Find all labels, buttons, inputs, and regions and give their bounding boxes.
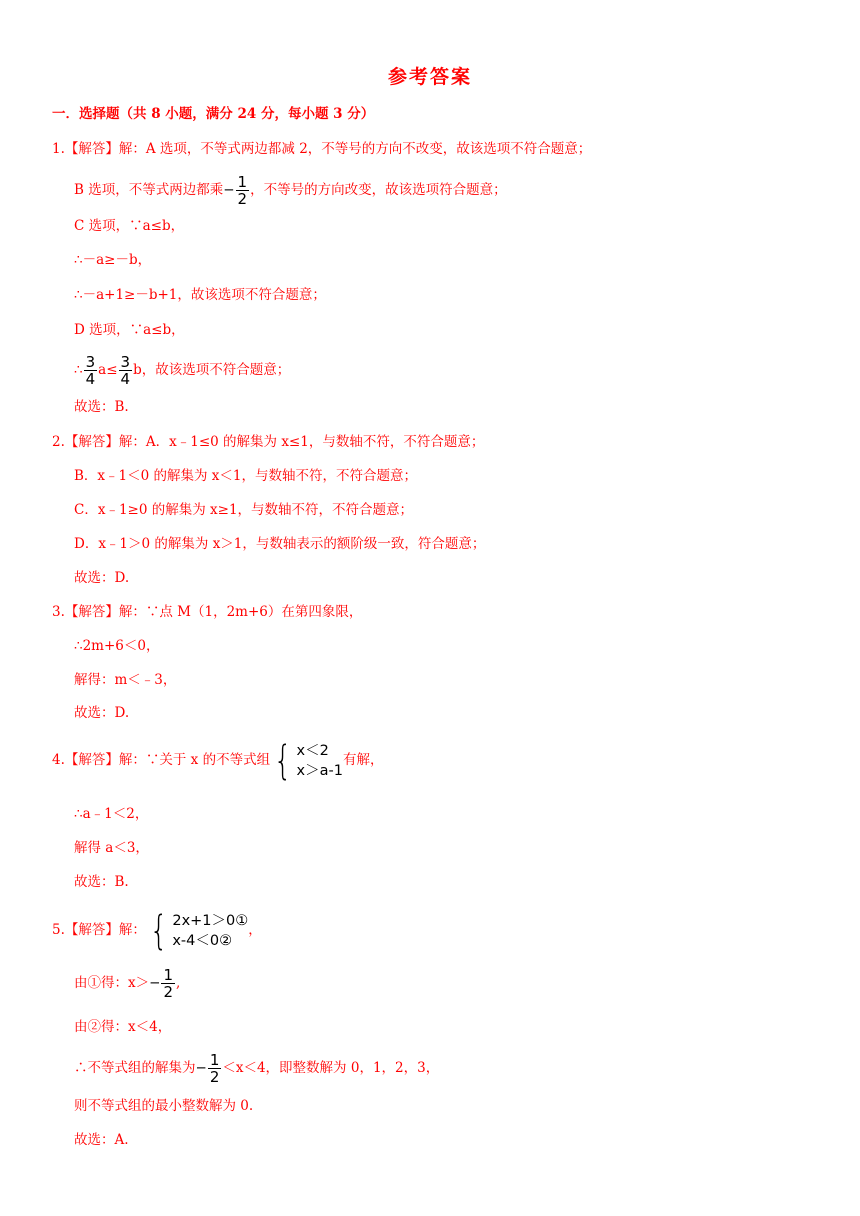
- q4-line-3: 解得 a＜3，: [74, 840, 149, 856]
- q4-line-2: ∴a﹣1＜2，: [74, 806, 149, 822]
- q3-line-3: 解得：m＜﹣3，: [74, 672, 177, 688]
- fraction-one-half: [161, 967, 175, 1000]
- q5-line-2-text: 由①得：x＞: [74, 975, 150, 991]
- q3-line-2: ∴2m+6＜0，: [74, 638, 160, 654]
- q5-line-1-text: 5.【解答】解：: [52, 922, 146, 938]
- fraction-numerator: 3: [85, 353, 96, 371]
- left-brace-icon: {: [149, 907, 168, 954]
- minus-sign: −: [223, 182, 235, 198]
- fraction-denominator: 2: [163, 983, 173, 1001]
- q5-line-4-rest: ＜x＜4，即整数解为 0，1，2，3，: [222, 1060, 440, 1076]
- q1-line-7-mid: a≤: [98, 362, 118, 378]
- q2-line-4: D．x﹣1＞0 的解集为 x＞1，与数轴表示的额阶级一致，符合题意；: [74, 536, 486, 552]
- q4-line-1-text: 4.【解答】解：∵关于 x 的不等式组: [52, 752, 271, 768]
- fraction-denominator: 2: [209, 1068, 220, 1086]
- inequality-system: [146, 907, 249, 954]
- q5-line-4-text: ∴不等式组的解集为: [74, 1060, 196, 1076]
- q1-line-2: [74, 174, 507, 207]
- q2-line-1: 2.【解答】解：A．x﹣1≤0 的解集为 x≤1，与数轴不符，不符合题意；: [52, 434, 485, 450]
- q5-line-1-rest: ，: [248, 922, 262, 938]
- q1-line-2-text: B 选项，不等式两边都乘: [74, 182, 224, 198]
- q1-line-5: ∴－a+1≥－b+1，故该选项不符合题意；: [74, 287, 326, 303]
- fraction-one-half: [236, 174, 250, 207]
- q4-answer: 故选：B.: [74, 874, 129, 890]
- fraction-one-half: [208, 1052, 222, 1085]
- q2-answer: 故选：D.: [74, 570, 130, 586]
- q3-line-1: 3.【解答】解：∵点 M（1，2m+6）在第四象限，: [52, 604, 363, 620]
- q5-line-5: 则不等式组的最小整数解为 0.: [74, 1098, 254, 1114]
- q2-line-2: B．x﹣1＜0 的解集为 x＜1，与数轴不符，不符合题意；: [74, 468, 417, 484]
- q1-line-6: D 选项，∵a≤b，: [74, 322, 185, 338]
- q4-line-1-rest: 有解，: [342, 752, 384, 768]
- inequality-system: [270, 737, 343, 784]
- fraction-denominator: 4: [120, 370, 131, 388]
- system-row-1: x＜2: [296, 742, 329, 759]
- q3-answer: 故选：D.: [74, 705, 130, 721]
- q5-answer: 故选：A.: [74, 1132, 129, 1148]
- therefore-symbol: ∴: [74, 362, 83, 378]
- fraction-numerator: 3: [120, 353, 131, 371]
- fraction-denominator: 2: [237, 190, 248, 208]
- fraction-numerator: 1: [163, 966, 173, 984]
- page-title: 参考答案: [387, 66, 472, 88]
- q5-line-4: [74, 1052, 439, 1085]
- section-heading: 一．选择题（共 8 小题，满分 24 分，每小题 3 分）: [52, 106, 375, 122]
- fraction-three-quarters: [84, 354, 98, 387]
- system-row-2: x＞a-1: [296, 762, 343, 779]
- q5-line-2-rest: ,: [175, 975, 181, 991]
- q1-line-7-rest: b，故该选项不符合题意；: [133, 362, 291, 378]
- system-row-1: 2x+1＞0①: [172, 912, 249, 929]
- fraction-denominator: 4: [85, 370, 96, 388]
- q4-line-1: [52, 738, 383, 782]
- fraction-numerator: 1: [209, 1051, 220, 1069]
- q1-line-2-rest: ，不等号的方向改变，故该选项符合题意；: [250, 182, 507, 198]
- q1-line-4: ∴－a≥－b，: [74, 252, 152, 268]
- minus-sign: −: [195, 1060, 207, 1076]
- q1-line-7: [74, 354, 290, 387]
- system-row-2: x-4＜0②: [172, 932, 233, 949]
- fraction-numerator: 1: [237, 173, 248, 191]
- q1-line-3: C 选项，∵a≤b，: [74, 218, 185, 234]
- fraction-three-quarters: [119, 354, 133, 387]
- q5-line-3: 由②得：x＜4，: [74, 1019, 172, 1035]
- q5-line-1: [52, 908, 262, 952]
- q1-answer: 故选：B.: [74, 399, 129, 415]
- minus-sign: −: [149, 975, 161, 991]
- q2-line-3: C．x﹣1≥0 的解集为 x≥1，与数轴不符，不符合题意；: [74, 502, 414, 518]
- q1-line-1: 1.【解答】解：A 选项，不等式两边都减 2，不等号的方向不改变，故该选项不符合题意；: [52, 141, 592, 157]
- q5-line-2: [74, 967, 180, 1000]
- left-brace-icon: {: [273, 737, 292, 784]
